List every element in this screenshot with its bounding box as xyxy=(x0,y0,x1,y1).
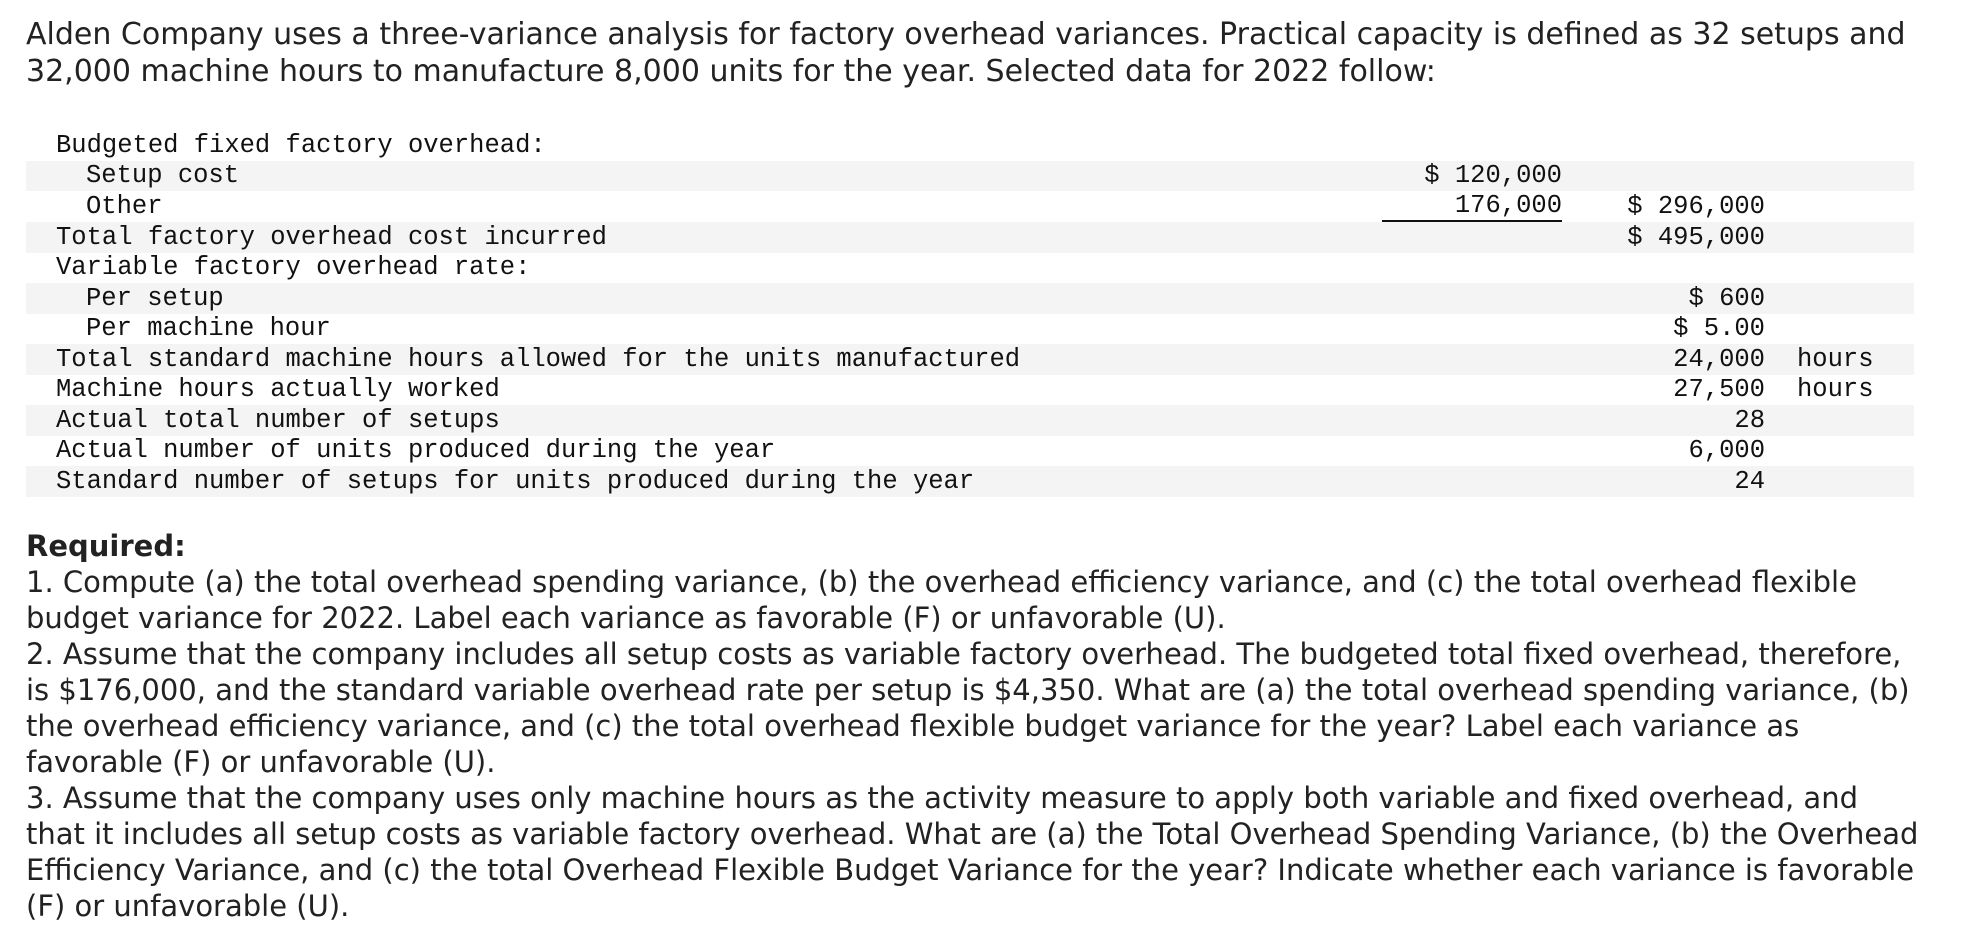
actual-mh-label: Machine hours actually worked xyxy=(56,375,500,405)
actual-setups-value: 28 xyxy=(1562,405,1765,436)
per-setup-label: Per setup xyxy=(26,283,1371,314)
table-row xyxy=(26,253,1914,284)
table-row xyxy=(26,191,1914,222)
budgeted-fixed-header: Budgeted fixed factory overhead: xyxy=(56,130,546,160)
other-value: 176,000 xyxy=(1382,191,1562,222)
std-setups-label: Standard number of setups for units produced during the year xyxy=(26,466,1371,497)
actual-mh-unit: hours xyxy=(1797,375,1874,405)
actual-mh-value: 27,500 xyxy=(1673,375,1765,405)
std-mh-unit: hours xyxy=(1765,344,1914,375)
question-1: 1. Compute (a) the total overhead spending variance, (b) the overhead efficiency variance, and (c) the total overhead flexible budget variance for 2022. Label each variance as favorable (F) or unfavorable (U). xyxy=(26,565,1857,635)
std-mh-value: 24,000 xyxy=(1562,344,1765,375)
actual-units-label: Actual number of units produced during the year xyxy=(56,436,776,466)
fixed-total-value: $ 296,000 xyxy=(1627,192,1765,221)
table-row xyxy=(26,466,1914,497)
actual-units-value: 6,000 xyxy=(1688,436,1765,466)
per-mh-label: Per machine hour xyxy=(86,314,331,344)
table-row xyxy=(26,161,1914,192)
variable-rate-header: Variable factory overhead rate: xyxy=(56,253,531,283)
total-incurred-label: Total factory overhead cost incurred xyxy=(26,222,1371,253)
other-label: Other xyxy=(86,192,163,221)
std-mh-label: Total standard machine hours allowed for the units manufactured xyxy=(26,344,1371,375)
per-setup-value: $ 600 xyxy=(1562,283,1765,314)
table-row xyxy=(26,375,1914,406)
actual-setups-label: Actual total number of setups xyxy=(26,405,1371,436)
per-mh-value: $ 5.00 xyxy=(1673,314,1765,344)
required-section xyxy=(26,528,1926,924)
table-row xyxy=(26,283,1914,314)
table-row xyxy=(26,344,1914,375)
question-3: 3. Assume that the company uses only machine hours as the activity measure to apply both variable and fixed overhead, and that it includes all setup costs as variable factory overhead. What are (a) the Total Overhead Spending Variance, (b) the Overhead Efficiency Variance, and (c) the total Overhead Flexible Budget Variance for the year? Indicate whether each variance is favorable (F) or unfavorable (U). xyxy=(26,781,1919,923)
table-row xyxy=(26,405,1914,436)
question-2: 2. Assume that the company includes all setup costs as variable factory overhead. The budgeted total fixed overhead, therefore, is $176,000, and the standard variable overhead rate per setup is $4,350. What are (a) the total overhead spending variance, (b) the overhead efficiency variance, and (c) the total overhead flexible budget variance for the year? Label each variance as favorable (F) or unfavorable (U). xyxy=(26,637,1910,779)
setup-cost-value: $ 120,000 xyxy=(1371,161,1562,192)
setup-cost-label: Setup cost xyxy=(26,161,1371,192)
std-setups-value: 24 xyxy=(1562,466,1765,497)
data-table xyxy=(26,130,1914,497)
table-row xyxy=(26,222,1914,253)
table-row xyxy=(26,436,1914,467)
problem-intro: Alden Company uses a three-variance analysis for factory overhead variances. Practical capacity is defined as 32 setups and 32,000 machine hours to manufacture 8,000 units for the year. Selected data for 2022 follow: xyxy=(26,17,1906,89)
required-heading: Required: xyxy=(26,529,186,563)
table-row xyxy=(26,314,1914,345)
table-row xyxy=(26,130,1914,161)
total-incurred-value: $ 495,000 xyxy=(1562,222,1765,253)
